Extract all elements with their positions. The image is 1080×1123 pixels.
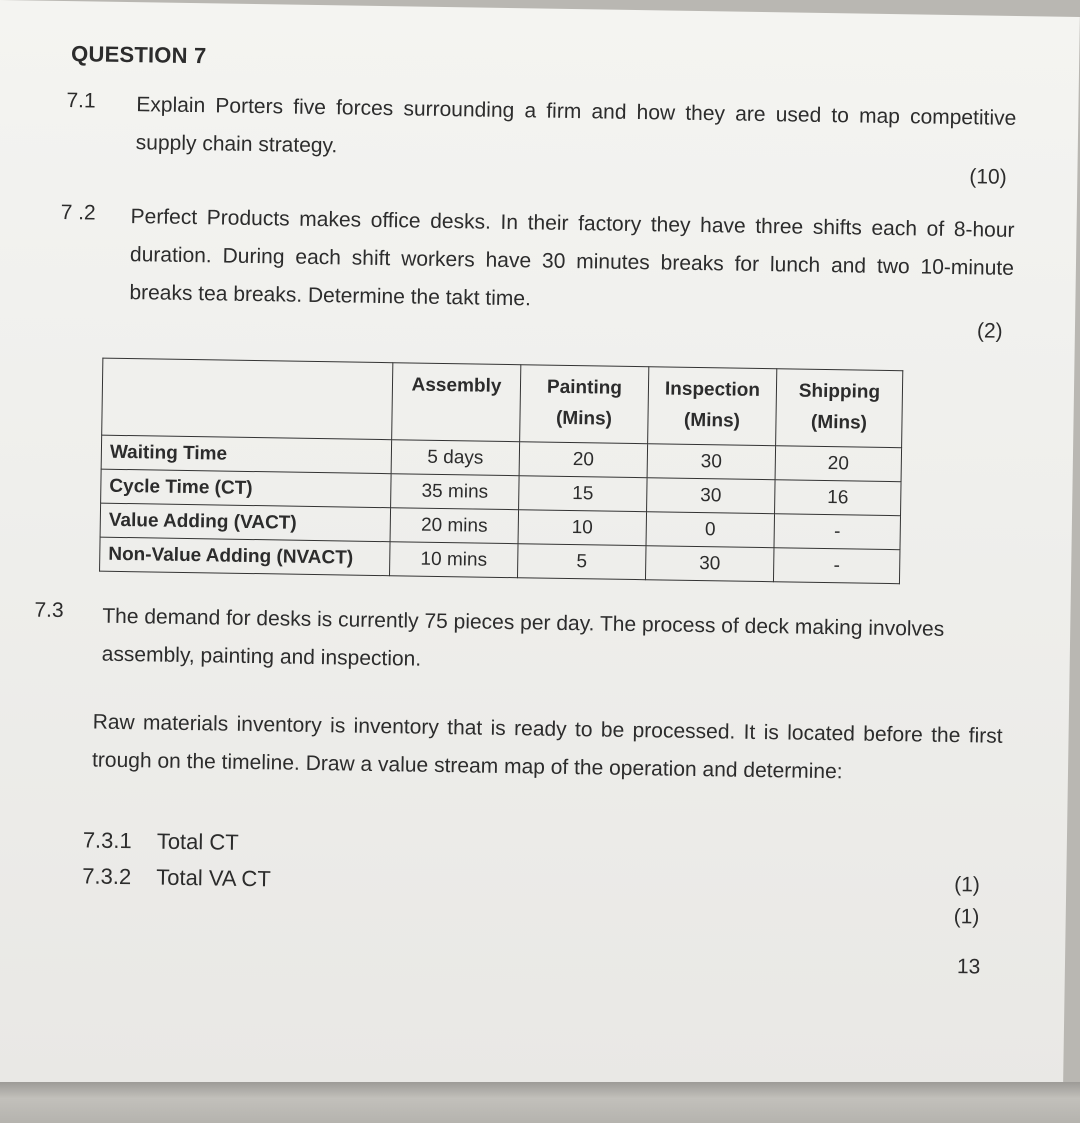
table-cell: 5 days [391,440,520,476]
question-title: QUESTION 7 [70,41,207,69]
table-cell: 20 [775,446,902,482]
table-cell: 10 mins [390,542,519,578]
table-cell: - [773,548,900,584]
table-cell: 20 [519,442,648,478]
q72-number: 7 .2 [60,200,96,225]
table-header-shipping: Shipping (Mins) [776,369,903,448]
q732-number: 7.3.2 [82,863,132,890]
table-cell: 20 mins [390,508,519,544]
row-label-cycle-time: Cycle Time (CT) [101,469,391,508]
table-header-painting: Painting (Mins) [520,365,649,444]
table-cell: 0 [646,512,775,548]
table-cell: 5 [517,544,646,580]
q731-text: Total CT [156,828,239,855]
q73-text-1: The demand for desks is currently 75 pieces per day. The process of deck making involves assembly, painting and inspection. [101,604,945,671]
table-cell: 10 [518,510,647,546]
q732-text: Total VA CT [156,864,271,892]
table-header-assembly: Assembly [392,363,521,442]
table-cell: 30 [647,444,776,480]
q72-text: Perfect Products makes office desks. In their factory they have three shifts each of 8-hour duration. During each shift workers have 30 minutes breaks for lunch and two 10-minute breaks tea breaks. Determine the takt time. [129,205,1015,311]
q71-text: Explain Porters five forces surrounding a firm and how they are used to map competitive supply chain strategy. [135,93,1017,158]
table-cell: 30 [645,546,774,582]
row-label-waiting-time: Waiting Time [101,435,391,474]
table-header-row [102,358,903,448]
row-label-non-value-adding: Non-Value Adding (NVACT) [100,537,390,576]
desk-surface [0,1082,1080,1123]
q731-marks: (1) [954,873,981,897]
q73-text-2: Raw materials inventory is inventory that is ready to be processed. It is located before the first trough on the timeline. Draw a value stream map of the operation and determine: [91,710,1003,784]
table-cell: 15 [519,476,648,512]
q71-number: 7.1 [66,89,96,113]
table-cell: 30 [647,478,776,514]
row-label-value-adding: Value Adding (VACT) [100,503,390,542]
table-cell: 35 mins [391,474,520,510]
table-header-empty [102,358,393,440]
q71-marks: (10) [969,165,1007,189]
q73-number: 7.3 [34,598,64,623]
process-times-table [99,358,903,585]
total-marks: 13 [956,955,981,979]
table-cell: 16 [775,480,902,516]
q732-marks: (1) [953,905,980,929]
q731-number: 7.3.1 [82,827,132,854]
table-header-inspection: Inspection (Mins) [648,367,777,446]
table-cell: - [774,514,901,550]
q72-marks: (2) [976,319,1003,343]
